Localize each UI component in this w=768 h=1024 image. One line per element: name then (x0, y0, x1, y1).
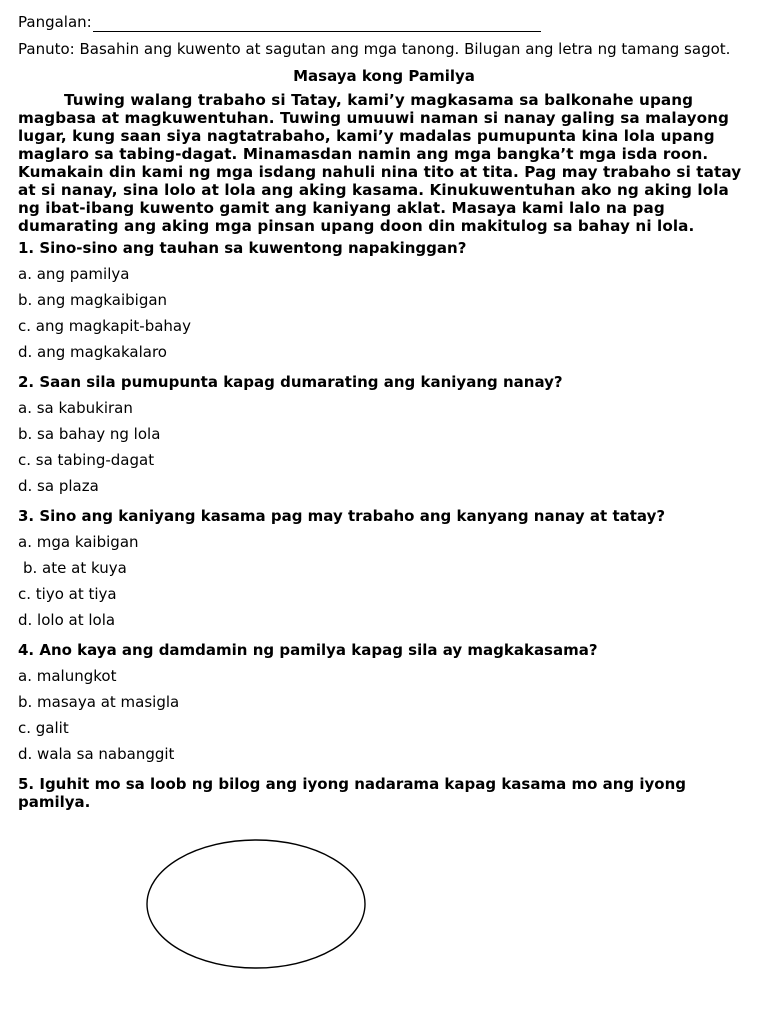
worksheet-page (18, 12, 750, 811)
question-4: 4. Ano kaya ang damdamin ng pamilya kapag sila ay magkakasama? (18, 641, 598, 659)
question-5-block (18, 775, 750, 811)
name-blank-line[interactable] (93, 15, 541, 32)
choice-2a[interactable]: a. sa kabukiran (18, 399, 133, 417)
choice-1d[interactable]: d. ang magkakalaro (18, 343, 167, 361)
choice-4a[interactable]: a. malungkot (18, 667, 117, 685)
name-label: Pangalan: (18, 13, 92, 31)
instructions: Panuto: Basahin ang kuwento at sagutan ang mga tanong. Bilugan ang letra ng tamang sagot. (18, 40, 731, 58)
story-text: Tuwing walang trabaho si Tatay, kami’y magkasama sa balkonahe upang magbasa at magkuwentuhan. Tuwing umuuwi naman si nanay galing sa malayong lugar, kung saan siya nagtatrabaho, kami’y madalas pumupunta kina lola upang maglaro sa tabing-dagat. Minamasdan namin ang mga bangka’t mga isda roon. Kumakain din kami ng mga isdang nahuli nina tito at tita. Pag may trabaho si tatay at si nanay, sina lolo at lola ang aking kasama. Kinukuwentuhan ako ng aking lola ng ibat-ibang kuwento gamit ang kaniyang aklat. Masaya kami lalo na pag dumarating ang aking mga pinsan upang doon din makitulog sa bahay ni lola. (18, 91, 742, 235)
question-1-block (18, 239, 750, 361)
choice-1a[interactable]: a. ang pamilya (18, 265, 130, 283)
question-4-block (18, 641, 750, 763)
choice-4d[interactable]: d. wala sa nabanggit (18, 745, 175, 763)
story-title: Masaya kong Pamilya (293, 67, 475, 85)
question-2: 2. Saan sila pumupunta kapag dumarating ang kaniyang nanay? (18, 373, 563, 391)
choice-3d[interactable]: d. lolo at lola (18, 611, 116, 629)
question-3: 3. Sino ang kaniyang kasama pag may trabaho ang kanyang nanay at tatay? (18, 507, 666, 525)
choice-4b[interactable]: b. masaya at masigla (18, 693, 180, 711)
choice-1c[interactable]: c. ang magkapit-bahay (18, 317, 191, 335)
question-5: 5. Iguhit mo sa loob ng bilog ang iyong nadarama kapag kasama mo ang iyong pamilya. (18, 775, 687, 811)
name-line (18, 12, 750, 32)
choice-1b[interactable]: b. ang magkaibigan (18, 291, 168, 309)
choice-3c[interactable]: c. tiyo at tiya (18, 585, 117, 603)
question-3-block (18, 507, 750, 629)
choice-4c[interactable]: c. galit (18, 719, 69, 737)
choice-2b[interactable]: b. sa bahay ng lola (18, 425, 161, 443)
question-2-block (18, 373, 750, 495)
drawing-circle[interactable] (146, 839, 366, 969)
question-1: 1. Sino-sino ang tauhan sa kuwentong napakinggan? (18, 239, 467, 257)
choice-3a[interactable]: a. mga kaibigan (18, 533, 139, 551)
choice-3b[interactable]: b. ate at kuya (23, 559, 127, 577)
choice-2c[interactable]: c. sa tabing-dagat (18, 451, 155, 469)
choice-2d[interactable]: d. sa plaza (18, 477, 99, 495)
